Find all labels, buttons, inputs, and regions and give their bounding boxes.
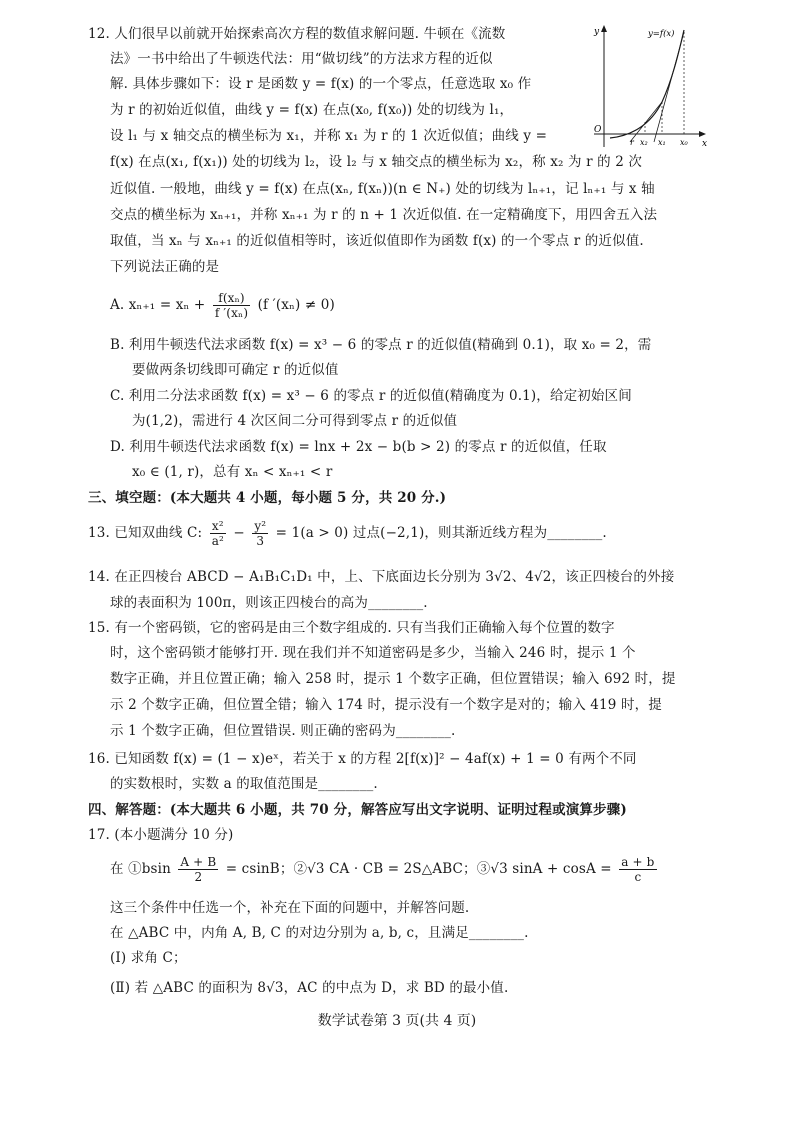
- q15-line-1: 15. 有一个密码锁，它的密码是由三个数字组成的. 只有当我们正确输入每个位置的数字: [88, 620, 615, 636]
- option-a-denominator: f ′(xₙ): [214, 306, 249, 320]
- q17-cond-fraction-2: [619, 855, 656, 884]
- q17-cond-den-1: 2: [194, 870, 203, 884]
- q13-den-1: a²: [211, 534, 224, 548]
- q15-line-2: 时，这个密码锁才能够打开. 现在我们并不知道密码是多少，当输入 246 时，提示 1 个: [110, 645, 636, 661]
- q17-line-2: 这三个条件中任选一个，补充在下面的问题中，并解答问题.: [110, 900, 470, 916]
- q13-fraction-1: [210, 519, 226, 548]
- q17-cond-prefix: 在 ①bsin: [110, 861, 171, 877]
- q12-line-2: 法》一书中给出了牛顿迭代法：用“做切线”的方法求方程的近似: [110, 51, 493, 67]
- q16-line-2: 的实数根时，实数 a 的取值范围是________.: [110, 776, 378, 792]
- q12-option-c-2: 为(1,2)，需进行 4 次区间二分可得到零点 r 的近似值: [132, 413, 458, 429]
- figure-curve: [610, 30, 684, 138]
- figure-x0-label: x₀: [680, 138, 688, 147]
- q13-prefix: 13. 已知双曲线 C:: [88, 525, 203, 541]
- q17-cond-num-2: a + b: [621, 855, 655, 869]
- q12-line-6: f(x) 在点(x₁, f(x₁)) 处的切线为 l₂，设 l₂ 与 x 轴交点的横坐标为 x₂，称 x₂ 为 r 的 2 次: [110, 154, 643, 170]
- tangent-line-2: [630, 102, 662, 142]
- q12-line-7: 近似值. 一般地，曲线 y = f(x) 在点(xₙ, f(xₙ))(n ∈ N₊) 处的切线为 lₙ₊₁，记 lₙ₊₁ 与 x 轴: [110, 181, 655, 197]
- q12-line-1: 12. 人们很早以前就开始探索高次方程的数值求解问题. 牛顿在《流数: [88, 26, 506, 42]
- figure-x1-label: x₁: [658, 138, 666, 147]
- page-footer: 数学试卷第 3 页(共 4 页): [317, 1013, 477, 1029]
- q12-option-b-2: 要做两条切线即可确定 r 的近似值: [132, 362, 339, 378]
- q12-line-3: 解. 具体步骤如下：设 r 是函数 y = f(x) 的一个零点，任意选取 x₀ 作: [110, 76, 532, 92]
- q12-option-c-1: C. 利用二分法求函数 f(x) = x³ − 6 的零点 r 的近似值(精确度为 0.1)，给定初始区间: [110, 388, 632, 404]
- q17-part-2: (Ⅱ) 若 △ABC 的面积为 8√3，AC 的中点为 D，求 BD 的最小值.: [110, 980, 509, 996]
- figure-y-label: y: [594, 27, 600, 37]
- figure-x-label: x: [702, 139, 708, 149]
- option-a-fraction: [213, 291, 250, 320]
- q13-den-2: 3: [256, 534, 265, 548]
- newton-method-figure: [590, 22, 710, 152]
- section-3-heading: 三、填空题：(本大题共 4 小题，每小题 5 分，共 20 分.): [88, 490, 447, 506]
- figure-y-arrow: [601, 25, 607, 32]
- option-a-numerator: f(xₙ): [213, 291, 250, 306]
- section-4-heading: 四、解答题：(本大题共 6 小题，共 70 分，解答应写出文字说明、证明过程或演算步骤): [88, 802, 627, 818]
- tangent-line-1: [654, 32, 684, 142]
- q17-line-3: 在 △ABC 中，内角 A, B, C 的对边分别为 a, b, c，且满足________.: [110, 925, 529, 941]
- q12-line-10: 下列说法正确的是: [110, 259, 220, 275]
- option-a-suffix: (f ′(xₙ) ≠ 0): [257, 297, 335, 313]
- q14-line-2: 球的表面积为 100π，则该正四棱台的高为________.: [110, 595, 428, 611]
- q15-line-3: 数字正确，并且位置正确；输入 258 时，提示 1 个数字正确，但位置错误；输入 692 时，提: [110, 671, 676, 687]
- q12-line-4: 为 r 的初始近似值，曲线 y = f(x) 在点(x₀, f(x₀)) 处的切线为 l₁，: [110, 102, 514, 118]
- q12-option-a: [110, 290, 335, 320]
- q12-option-d-2: x₀ ∈ (1, r)，总有 xₙ < xₙ₊₁ < r: [132, 464, 333, 480]
- q12-line-5: 设 l₁ 与 x 轴交点的横坐标为 x₁，并称 x₁ 为 r 的 1 次近似值；曲线 y =: [110, 128, 548, 144]
- figure-curve-label: y=f(x): [648, 29, 675, 39]
- q17-part-1: (Ⅰ) 求角 C；: [110, 950, 187, 966]
- q17-conditions: [110, 852, 660, 886]
- q13-num-1: x²: [210, 519, 226, 534]
- q12-line-8: 交点的横坐标为 xₙ₊₁，并称 xₙ₊₁ 为 r 的 n + 1 次近似值. 在一定精确度下，用四舍五入法: [110, 207, 658, 223]
- figure-x2-label: x₂: [640, 138, 648, 147]
- q14-line-1: 14. 在正四棱台 ABCD − A₁B₁C₁D₁ 中，上、下底面边长分别为 3√2、4√2，该正四棱台的外接: [88, 569, 675, 585]
- q15-line-5: 示 1 个数字正确，但位置错误. 则正确的密码为________.: [110, 723, 456, 739]
- q13-suffix: = 1(a > 0) 过点(−2,1)，则其渐近线方程为________.: [275, 525, 607, 541]
- q17-cond-den-2: c: [634, 870, 642, 884]
- q12-line-9: 取值，当 xₙ 与 xₙ₊₁ 的近似值相等时，该近似值即作为函数 f(x) 的一个零点 r 的近似值.: [110, 233, 644, 249]
- q12-option-d-1: D. 利用牛顿迭代法求函数 f(x) = lnx + 2x − b(b > 2) 的零点 r 的近似值，任取: [110, 439, 607, 455]
- q16-line-1: 16. 已知函数 f(x) = (1 − x)eˣ，若关于 x 的方程 2[f(x)]² − 4af(x) + 1 = 0 有两个不同: [88, 751, 637, 767]
- q15-line-4: 示 2 个数字正确，但位置全错；输入 174 时，提示没有一个数字是对的；输入 419 时，提: [110, 697, 662, 713]
- q13-num-2: y²: [254, 519, 267, 533]
- q13-minus: −: [233, 525, 245, 541]
- q17-cond-fraction-1: [178, 855, 218, 884]
- figure-origin-label: O: [594, 125, 602, 135]
- q13: [88, 516, 607, 550]
- q13-fraction-2: [252, 519, 268, 548]
- q17-cond-num-1: A + B: [180, 855, 217, 869]
- figure-x-arrow: [699, 131, 706, 137]
- q17-title: 17. (本小题满分 10 分): [88, 827, 234, 843]
- q17-cond-mid: = csinB；②√3 CA · CB = 2S△ABC；③√3 sinA + cosA =: [225, 861, 612, 877]
- q12-option-b-1: B. 利用牛顿迭代法求函数 f(x) = x³ − 6 的零点 r 的近似值(精确到 0.1)，取 x₀ = 2，需: [110, 337, 652, 353]
- option-a-prefix: A. xₙ₊₁ = xₙ +: [110, 297, 206, 313]
- figure-r-label: r: [630, 138, 634, 147]
